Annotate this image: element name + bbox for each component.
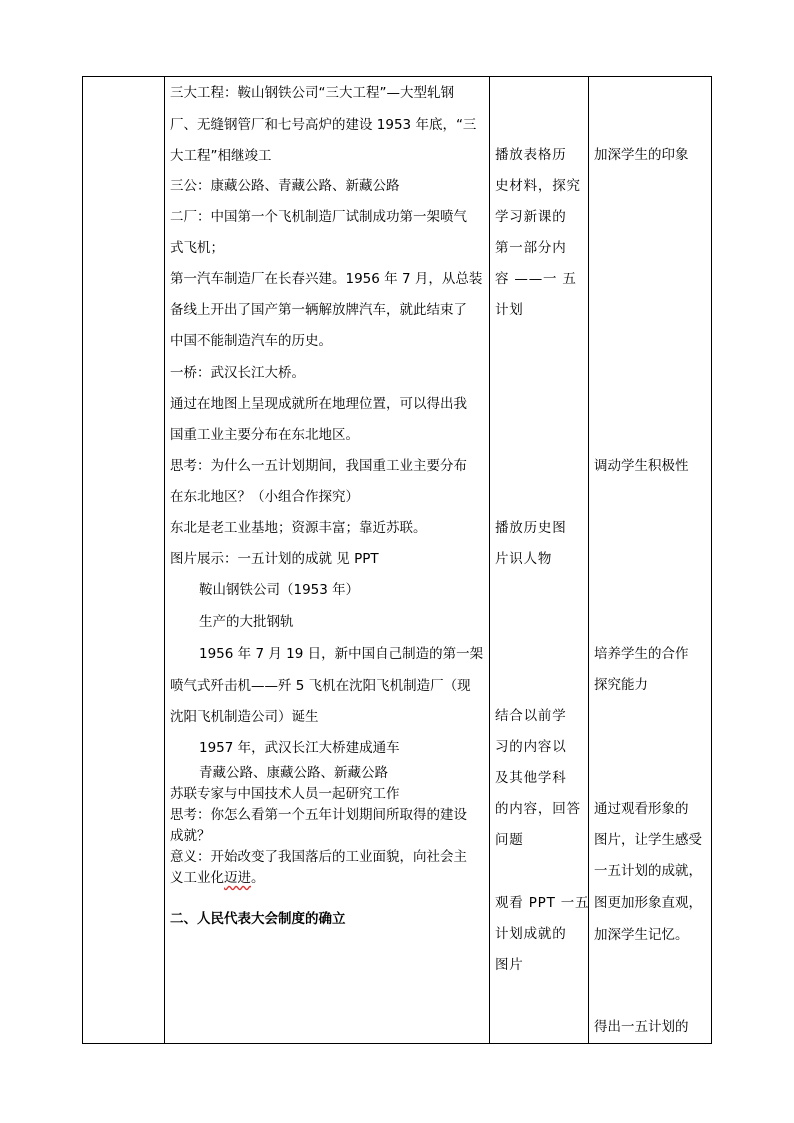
intent-line: 探究能力: [594, 677, 648, 693]
content-line: 鞍山钢铁公司（1953 年）: [199, 582, 360, 598]
content-line: 备线上开出了国产第一辆解放牌汽车，就此结束了: [170, 302, 467, 318]
content-line: 思考：为什么一五计划期间，我国重工业主要分布: [170, 458, 467, 474]
content-line: 1957 年，武汉长江大桥建成通车: [199, 740, 400, 756]
content-line: 三大工程：鞍山钢铁公司“三大工程”—大型轧钢: [170, 85, 454, 101]
method-line: 图片: [495, 957, 524, 973]
content-line: 国重工业主要分布在东北地区。: [170, 427, 359, 443]
method-line: 第一部分内: [495, 240, 567, 256]
method-line: 习的内容以: [495, 739, 567, 755]
content-line: 思考：你怎么看第一个五年计划期间所取得的建设: [170, 807, 467, 823]
intent-line: 加深学生记忆。: [594, 927, 689, 943]
content-line: 图片展示：一五计划的成就 见 PPT: [170, 551, 379, 567]
content-line: 喷气式歼击机——歼 5 飞机在沈阳飞机制造厂（现: [170, 678, 471, 694]
content-line: 意义：开始改变了我国落后的工业面貌，向社会主: [170, 849, 467, 865]
intent-line: 得出一五计划的: [594, 1019, 689, 1035]
method-line: 容 ——一 五: [495, 271, 577, 287]
method-line: 播放历史图: [495, 520, 567, 536]
content-line: 通过在地图上呈现成就所在地理位置，可以得出我: [170, 396, 467, 412]
content-line: 中国不能制造汽车的历史。: [170, 333, 332, 349]
method-line: 计划: [495, 302, 524, 318]
content-line: 大工程”相继竣工: [170, 148, 272, 164]
intent-line: 图片，让学生感受: [594, 832, 702, 848]
section-heading: 二、人民代表大会制度的确立: [170, 911, 346, 927]
content-line-with-mark: [170, 870, 265, 886]
method-line: 片识人物: [495, 551, 553, 567]
intent-line: 通过观看形象的: [594, 801, 689, 817]
method-line: 的内容，回答: [495, 801, 581, 817]
method-line: 问题: [495, 832, 524, 848]
content-line: 苏联专家与中国技术人员一起研究工作: [170, 786, 400, 802]
method-line: 史材料，探究: [495, 178, 581, 194]
content-line: 生产的大批钢轨: [199, 614, 294, 630]
content-line: 在东北地区？（小组合作探究）: [170, 489, 359, 505]
column-divider: [489, 77, 490, 1043]
underlined-term: 迈进: [224, 870, 251, 886]
content-line: 东北是老工业基地；资源丰富；靠近苏联。: [170, 520, 427, 536]
method-line: 结合以前学: [495, 708, 567, 724]
content-line: 沈阳飞机制造公司）诞生: [170, 709, 319, 725]
content-line: 式飞机；: [170, 240, 224, 256]
content-line: 一桥：武汉长江大桥。: [170, 365, 305, 381]
content-line: 第一汽车制造厂在长春兴建。1956 年 7 月，从总装: [170, 271, 483, 287]
content-line: 三公：康藏公路、青藏公路、新藏公路: [170, 178, 400, 194]
method-line: 计划成就的: [495, 926, 567, 942]
intent-line: 一五计划的成就，: [594, 863, 702, 879]
method-line: 及其他学科: [495, 770, 567, 786]
method-line: 播放表格历: [495, 147, 567, 163]
content-text: 义工业化: [170, 870, 224, 886]
content-line: 1956 年 7 月 19 日，新中国自己制造的第一架: [199, 646, 484, 662]
method-line: 观看 PPT 一五: [495, 895, 590, 911]
intent-line: 培养学生的合作: [594, 646, 689, 662]
content-line: 厂、无缝钢管厂和七号高炉的建设 1953 年底，“三: [170, 117, 477, 133]
intent-line: 调动学生积极性: [594, 458, 689, 474]
content-line: 成就？: [170, 828, 211, 844]
column-divider: [164, 77, 165, 1043]
content-line: 青藏公路、康藏公路、新藏公路: [199, 765, 388, 781]
content-text: 。: [251, 870, 265, 886]
content-line: 二厂：中国第一个飞机制造厂试制成功第一架喷气: [170, 209, 467, 225]
intent-line: 加深学生的印象: [594, 147, 689, 163]
intent-line: 图更加形象直观，: [594, 895, 702, 911]
method-line: 学习新课的: [495, 209, 567, 225]
